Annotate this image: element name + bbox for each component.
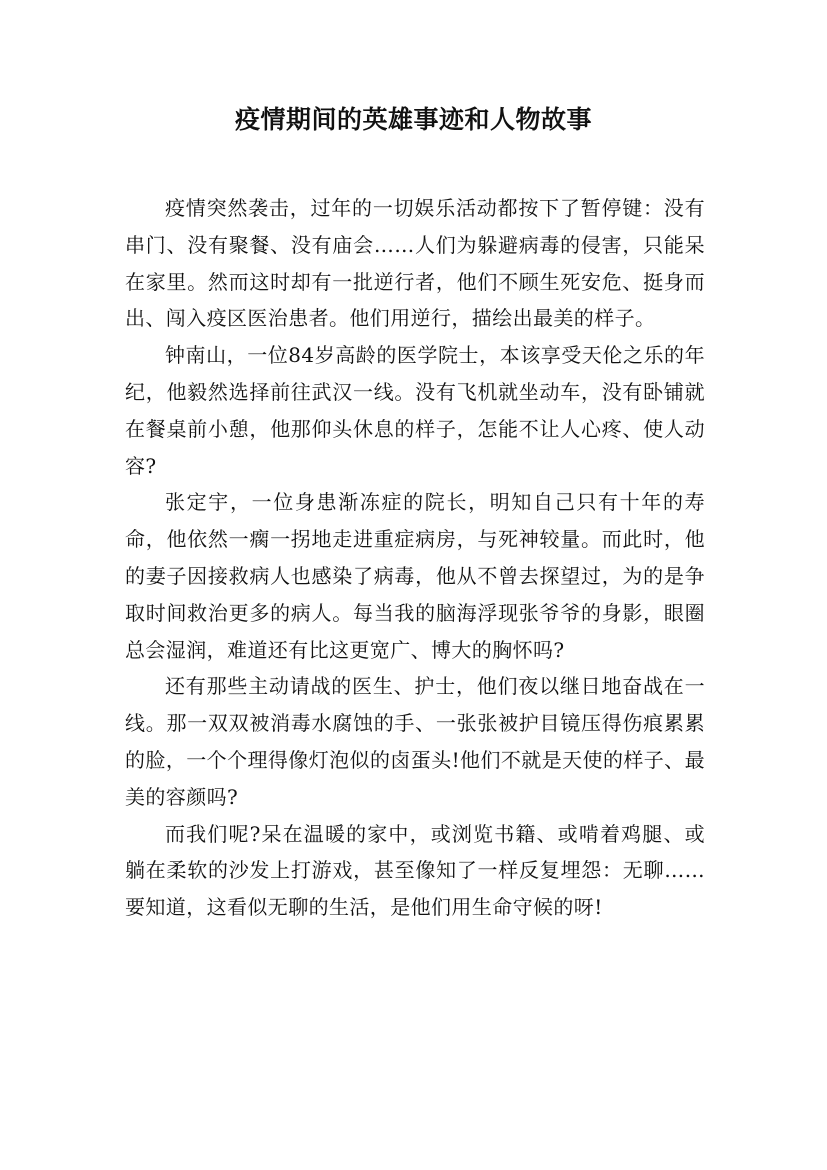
- paragraph-intro: 疫情突然袭击，过年的一切娱乐活动都按下了暂停键：没有串门、没有聚餐、没有庙会……人们为躲避病毒的侵害，只能呆在家里。然而这时却有一批逆行者，他们不顾生死安危、挺身而出、闯入疫区医治患者。他们用逆行，描绘出最美的样子。: [125, 196, 705, 331]
- paragraph-zhong-nanshan: 钟南山，一位84岁高龄的医学院士，本该享受天伦之乐的年纪，他毅然选择前往武汉一线。没有飞机就坐动车，没有卧铺就在餐桌前小憩，他那仰头休息的样子，怎能不让人心疼、使人动容?: [125, 343, 705, 478]
- document-title: 疫情期间的英雄事迹和人物故事: [234, 105, 592, 134]
- paragraph-reflection: 而我们呢?呆在温暖的家中，或浏览书籍、或啃着鸡腿、或躺在柔软的沙发上打游戏，甚至像知了一样反复埋怨：无聊……要知道，这看似无聊的生活，是他们用生命守候的呀!: [125, 821, 705, 920]
- paragraph-medical-staff: 还有那些主动请战的医生、护士，他们夜以继日地奋战在一线。那一双双被消毒水腐蚀的手、一张张被护目镜压得伤痕累累的脸，一个个理得像灯泡似的卤蛋头!他们不就是天使的样子、最美的容颜吗?: [125, 674, 705, 809]
- paragraph-zhang-dingyu: 张定宇，一位身患渐冻症的院长，明知自己只有十年的寿命，他依然一瘸一拐地走进重症病房，与死神较量。而此时，他的妻子因接救病人也感染了病毒，他从不曾去探望过，为的是争取时间救治更多的病人。每当我的脑海浮现张爷爷的身影，眼圈总会湿润，难道还有比这更宽广、博大的胸怀吗?: [125, 490, 705, 662]
- document-body: [125, 190, 705, 926]
